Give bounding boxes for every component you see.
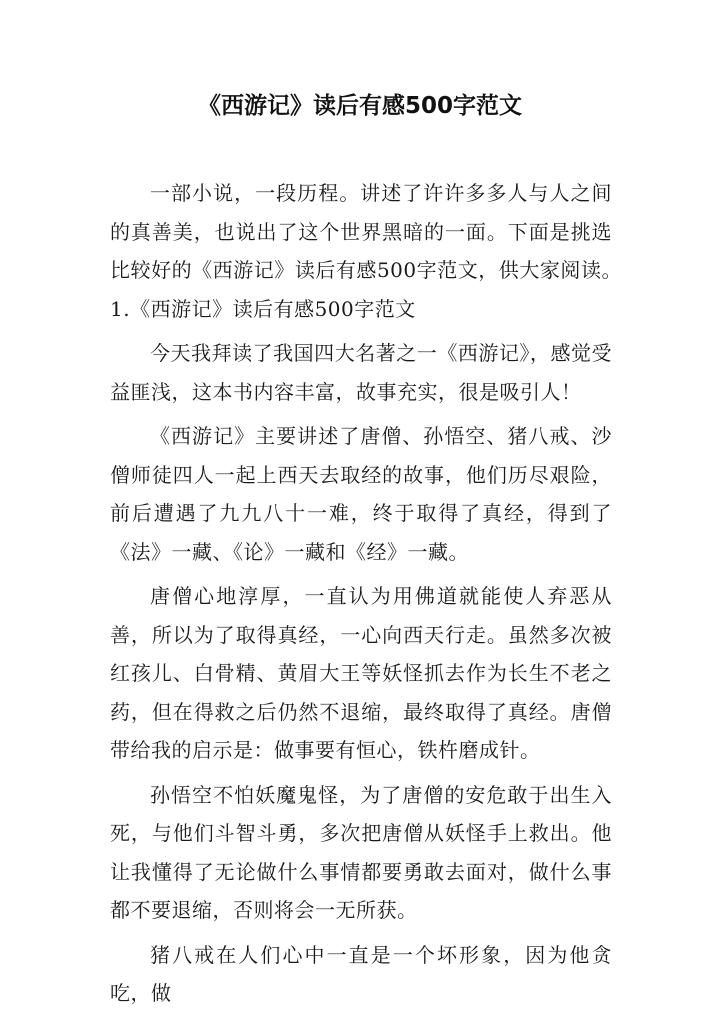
- paragraph-6: 猪八戒在人们心中一直是一个坏形象，因为他贪吃，做: [110, 942, 612, 1005]
- document-body: [110, 174, 653, 1019]
- paragraph-intro: 一部小说，一段历程。讲述了许许多多人与人之间的真善美，也说出了这个世界黑暗的一面。下面是挑选比较好的《西游记》读后有感500字范文，供大家阅读。 1.《西游记》读后有感500字范文: [110, 181, 653, 321]
- paragraph-4: 唐僧心地淳厚，一直认为用佛道就能使人弃恶从善，所以为了取得真经，一心向西天行走。虽然多次被红孩儿、白骨精、黄眉大王等妖怪抓去作为长生不老之药，但在得救之后仍然不退缩，最终取得了真经。唐僧带给我的启示是：做事要有恒心，铁杵磨成针。: [110, 584, 612, 762]
- document-title: 《西游记》读后有感500字范文: [197, 93, 522, 119]
- paragraph-2: 今天我拜读了我国四大名著之一《西游记》，感觉受益匪浅，这本书内容丰富，故事充实，很是吸引人！: [110, 341, 612, 404]
- paragraph-3: 《西游记》主要讲述了唐僧、孙悟空、猪八戒、沙僧师徒四人一起上西天去取经的故事，他们历尽艰险，前后遭遇了九九八十一难，终于取得了真经，得到了《法》一藏、《论》一藏和《经》一藏。: [110, 424, 612, 564]
- paragraph-5: 孙悟空不怕妖魔鬼怪，为了唐僧的安危敢于出生入死，与他们斗智斗勇，多次把唐僧从妖怪手上救出。他让我懂得了无论做什么事情都要勇敢去面对，做什么事都不要退缩，否则将会一无所获。: [110, 782, 612, 922]
